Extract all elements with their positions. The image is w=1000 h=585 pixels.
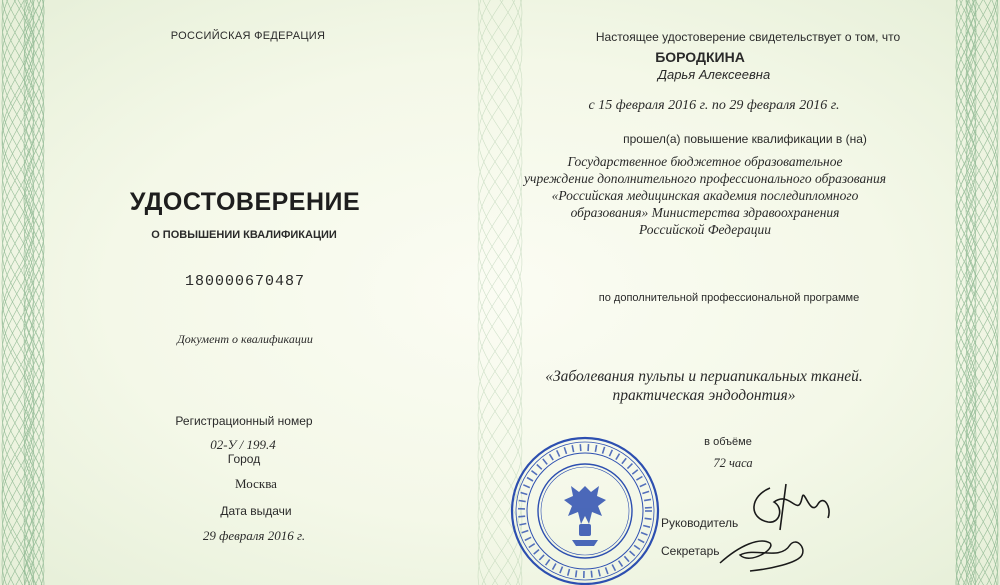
- official-seal-stamp: [510, 436, 660, 585]
- document-type: Документ о квалификации: [177, 332, 313, 346]
- certifies-text: Настоящее удостоверение свидетельствует о том, что: [595, 30, 901, 44]
- issue-date-label: Дата выдачи: [220, 504, 292, 518]
- secretary-signature: [710, 525, 820, 580]
- issue-date-value: 29 февраля 2016 г.: [202, 528, 306, 543]
- organization-line: «Российская медицинская академия последипломного: [551, 188, 859, 203]
- serial-number: 180000670487: [184, 273, 306, 290]
- passed-text: прошел(а) повышение квалификации в (на): [623, 132, 867, 146]
- organization-line: образования» Министерства здравоохранения: [570, 205, 840, 220]
- volume-value: 72 часа: [713, 456, 753, 470]
- volume-label: в объёме: [704, 436, 752, 448]
- program-name: [545, 367, 863, 405]
- registration-label: Регистрационный номер: [175, 414, 313, 428]
- organization-line: учреждение дополнительного профессионального образования: [524, 171, 886, 186]
- city-label: Город: [227, 452, 261, 466]
- city-value: Москва: [235, 476, 277, 491]
- program-label: по дополнительной профессиональной программе: [598, 292, 860, 304]
- program-line: практическая эндодонтия»: [612, 387, 796, 404]
- organization-line: Российской Федерации: [639, 222, 771, 237]
- secretary-label: Секретарь: [661, 544, 720, 558]
- organization-line: Государственное бюджетное образовательное: [567, 154, 843, 169]
- registration-value: 02-У / 199.4: [210, 437, 276, 452]
- holder-surname: БОРОДКИНА: [655, 49, 745, 65]
- document-title: УДОСТОВЕРЕНИЕ: [129, 188, 361, 216]
- organization-name: [524, 153, 886, 238]
- training-period: с 15 февраля 2016 г. по 29 февраля 2016 г.: [588, 98, 840, 113]
- head-label: Руководитель: [661, 516, 739, 530]
- holder-given-names: Дарья Алексеевна: [657, 67, 771, 82]
- program-line: «Заболевания пульпы и периапикальных тканей.: [545, 368, 863, 385]
- country-name: РОССИЙСКАЯ ФЕДЕРАЦИЯ: [170, 30, 326, 42]
- document-subtitle: О ПОВЫШЕНИИ КВАЛИФИКАЦИИ: [151, 229, 337, 241]
